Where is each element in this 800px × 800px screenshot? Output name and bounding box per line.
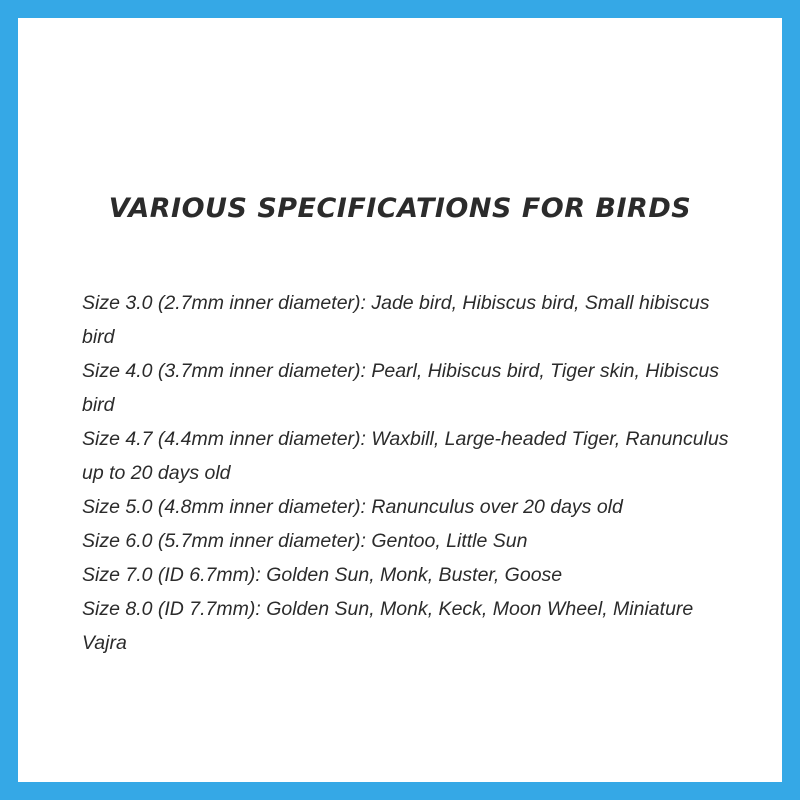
spec-list	[82, 286, 742, 660]
spec-item-size-4-0: Size 4.0 (3.7mm inner diameter): Pearl, Hibiscus bird, Tiger skin, Hibiscus bird	[82, 360, 720, 416]
spec-item-size-6-0: Size 6.0 (5.7mm inner diameter): Gentoo, Little Sun	[82, 530, 528, 552]
spec-item-size-8-0: Size 8.0 (ID 7.7mm): Golden Sun, Monk, Keck, Moon Wheel, Miniature Vajra	[82, 598, 694, 654]
spec-item-size-5-0: Size 5.0 (4.8mm inner diameter): Ranunculus over 20 days old	[82, 496, 623, 518]
page-title: VARIOUS SPECIFICATIONS FOR BIRDS	[108, 193, 692, 224]
spec-item-size-4-7: Size 4.7 (4.4mm inner diameter): Waxbill, Large-headed Tiger, Ranunculus up to 20 days old	[82, 428, 729, 484]
spec-item-size-3-0: Size 3.0 (2.7mm inner diameter): Jade bird, Hibiscus bird, Small hibiscus bird	[82, 292, 710, 348]
spec-item-size-7-0: Size 7.0 (ID 6.7mm): Golden Sun, Monk, Buster, Goose	[82, 564, 563, 586]
